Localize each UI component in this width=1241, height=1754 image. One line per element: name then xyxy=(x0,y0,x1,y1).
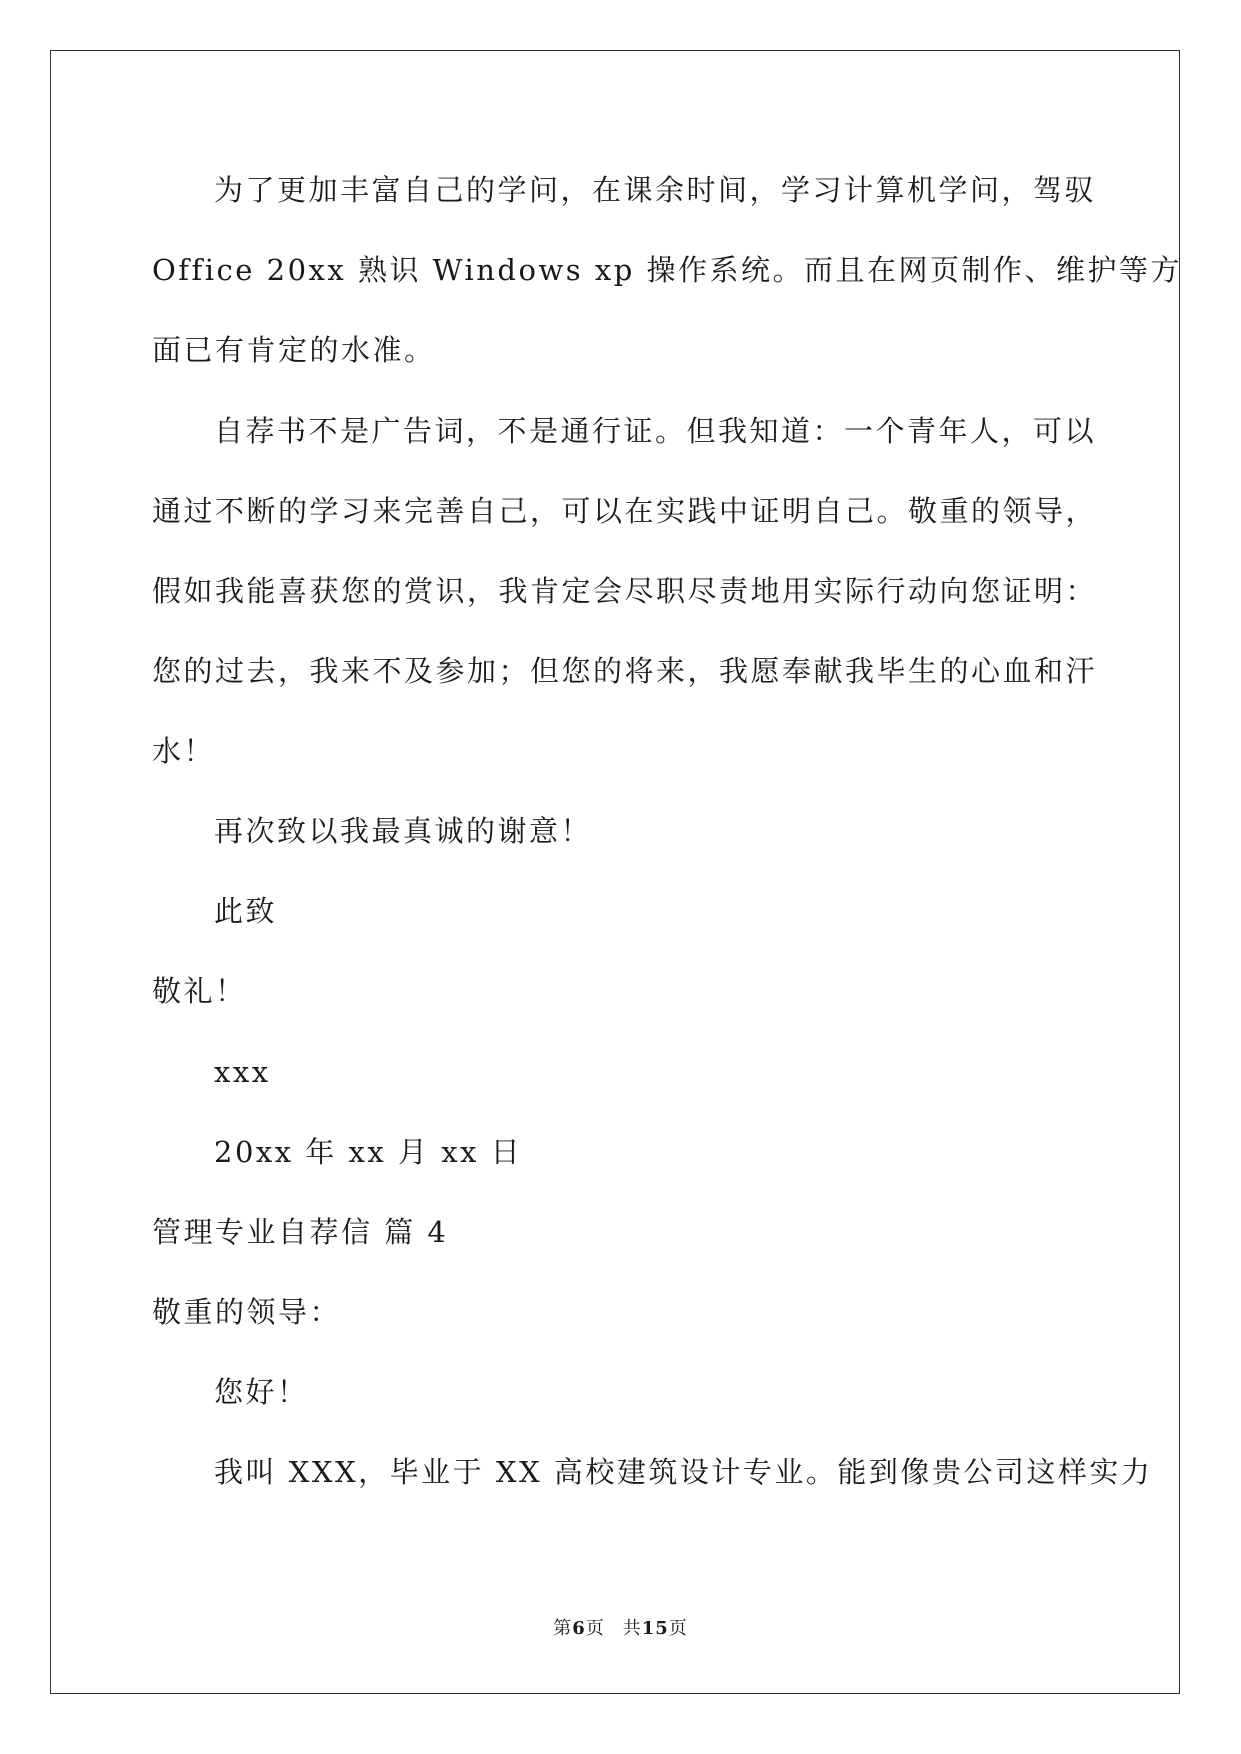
paragraph-line: 为了更加丰富自己的学问，在课余时间，学习计算机学问，驾驭 xyxy=(214,173,1097,207)
paragraph-line: 我叫 XXX，毕业于 XX 高校建筑设计专业。能到像贵公司这样实力 xyxy=(214,1455,1153,1489)
salutation-cizhi: 此致 xyxy=(214,894,278,928)
page-current: 6 xyxy=(572,1618,586,1639)
greeting-hello: 您好！ xyxy=(214,1375,309,1409)
paragraph-line: 假如我能喜获您的赏识，我肯定会尽职尽责地用实际行动向您证明： xyxy=(152,574,1098,608)
paragraph-line: 您的过去，我来不及参加；但您的将来，我愿奉献我毕生的心血和汗 xyxy=(152,654,1098,688)
paragraph-line: 通过不断的学习来完善自己，可以在实践中证明自己。敬重的领导， xyxy=(152,494,1098,528)
page-footer xyxy=(0,1614,1241,1640)
total-suffix: 页 xyxy=(668,1618,688,1639)
closing-thanks: 再次致以我最真诚的谢意！ xyxy=(214,814,593,848)
paragraph-line: 水！ xyxy=(152,734,216,768)
paragraph-line: 面已有肯定的水准。 xyxy=(152,333,436,367)
salutation-jingli: 敬礼！ xyxy=(152,974,247,1008)
greeting-recipient: 敬重的领导： xyxy=(152,1295,342,1329)
page-prefix: 第 xyxy=(553,1618,573,1639)
page-total: 15 xyxy=(641,1618,669,1639)
signature-date: 20xx 年 xx 月 xx 日 xyxy=(214,1135,523,1169)
section-title: 管理专业自荐信 篇 4 xyxy=(152,1215,449,1249)
total-prefix: 共 xyxy=(622,1618,642,1639)
page-border xyxy=(50,50,1183,1694)
paragraph-line: 自荐书不是广告词，不是通行证。但我知道：一个青年人，可以 xyxy=(214,414,1097,448)
page-suffix: 页 xyxy=(585,1618,605,1639)
paragraph-line: Office 20xx 熟识 Windows xp 操作系统。而且在网页制作、维护等方 xyxy=(152,253,1183,287)
signature-name: xxx xyxy=(214,1055,271,1089)
